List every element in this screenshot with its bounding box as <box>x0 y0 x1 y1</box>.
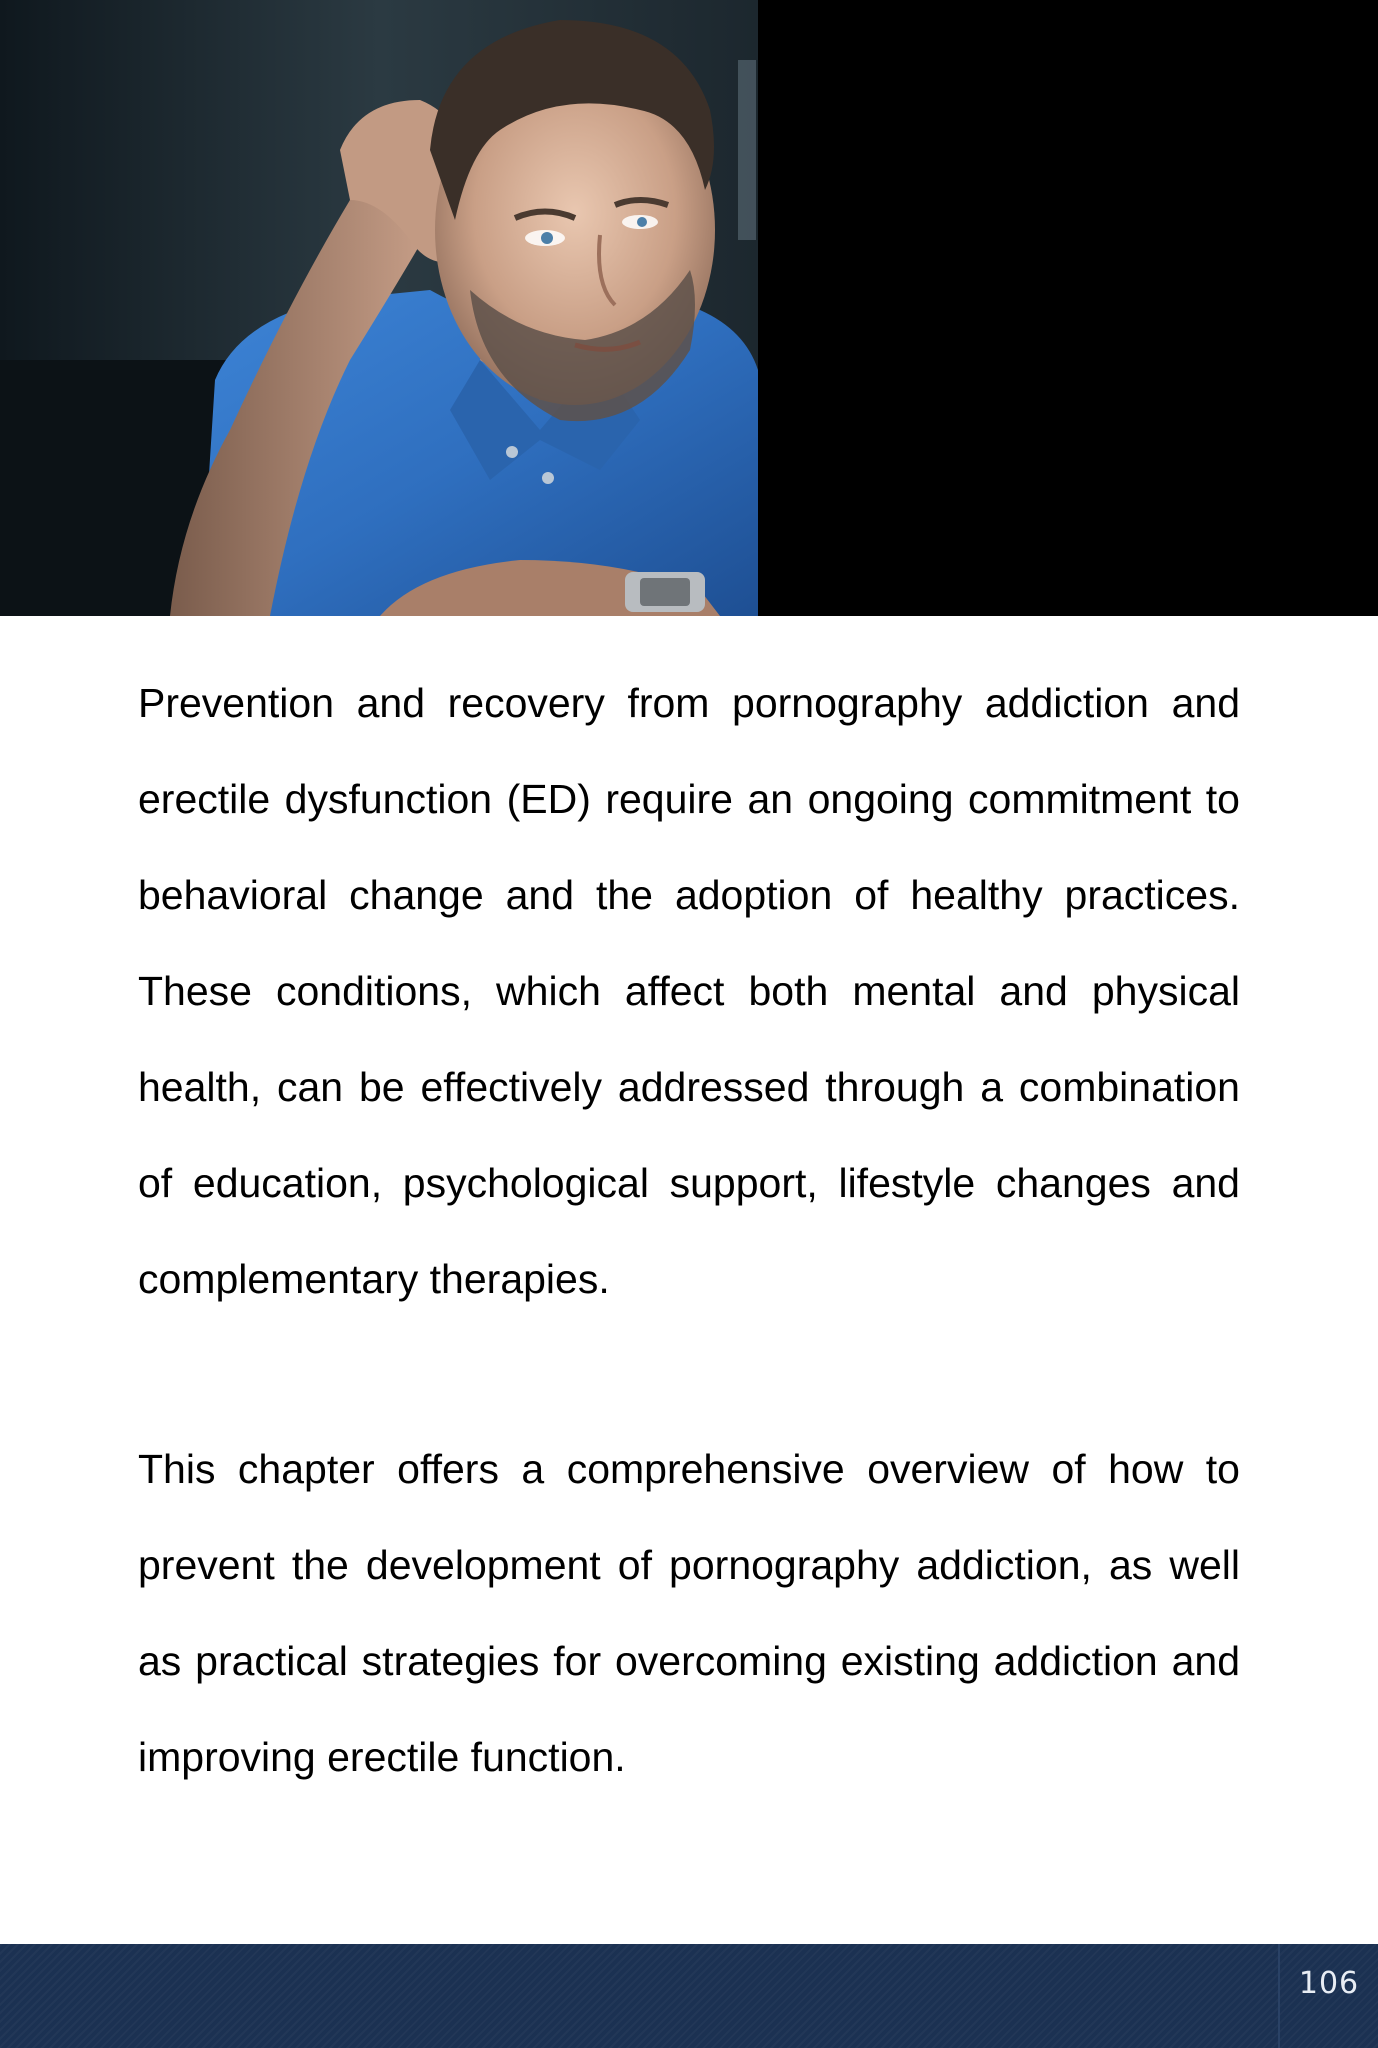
body-text <box>138 655 1240 1805</box>
page-footer <box>0 1944 1378 2048</box>
paragraph-prevention-intro: Prevention and recovery from pornography addiction and erectile dysfunction (ED) require an ongoing commitment to behavioral change and the adoption of healthy practices. These conditions, which affect both mental and physical health, can be effectively addressed through a combination of education, psychological support, lifestyle changes and complementary therapies. <box>138 680 1240 1302</box>
man-at-computer-icon <box>0 0 1378 616</box>
paragraph-chapter-overview: This chapter offers a comprehensive overview of how to prevent the development of pornography addiction, as well as practical strategies for overcoming existing addiction and improving erectile function. <box>138 1446 1240 1780</box>
page-number: 106 <box>1298 1966 1360 2001</box>
header-photo <box>0 0 1378 616</box>
